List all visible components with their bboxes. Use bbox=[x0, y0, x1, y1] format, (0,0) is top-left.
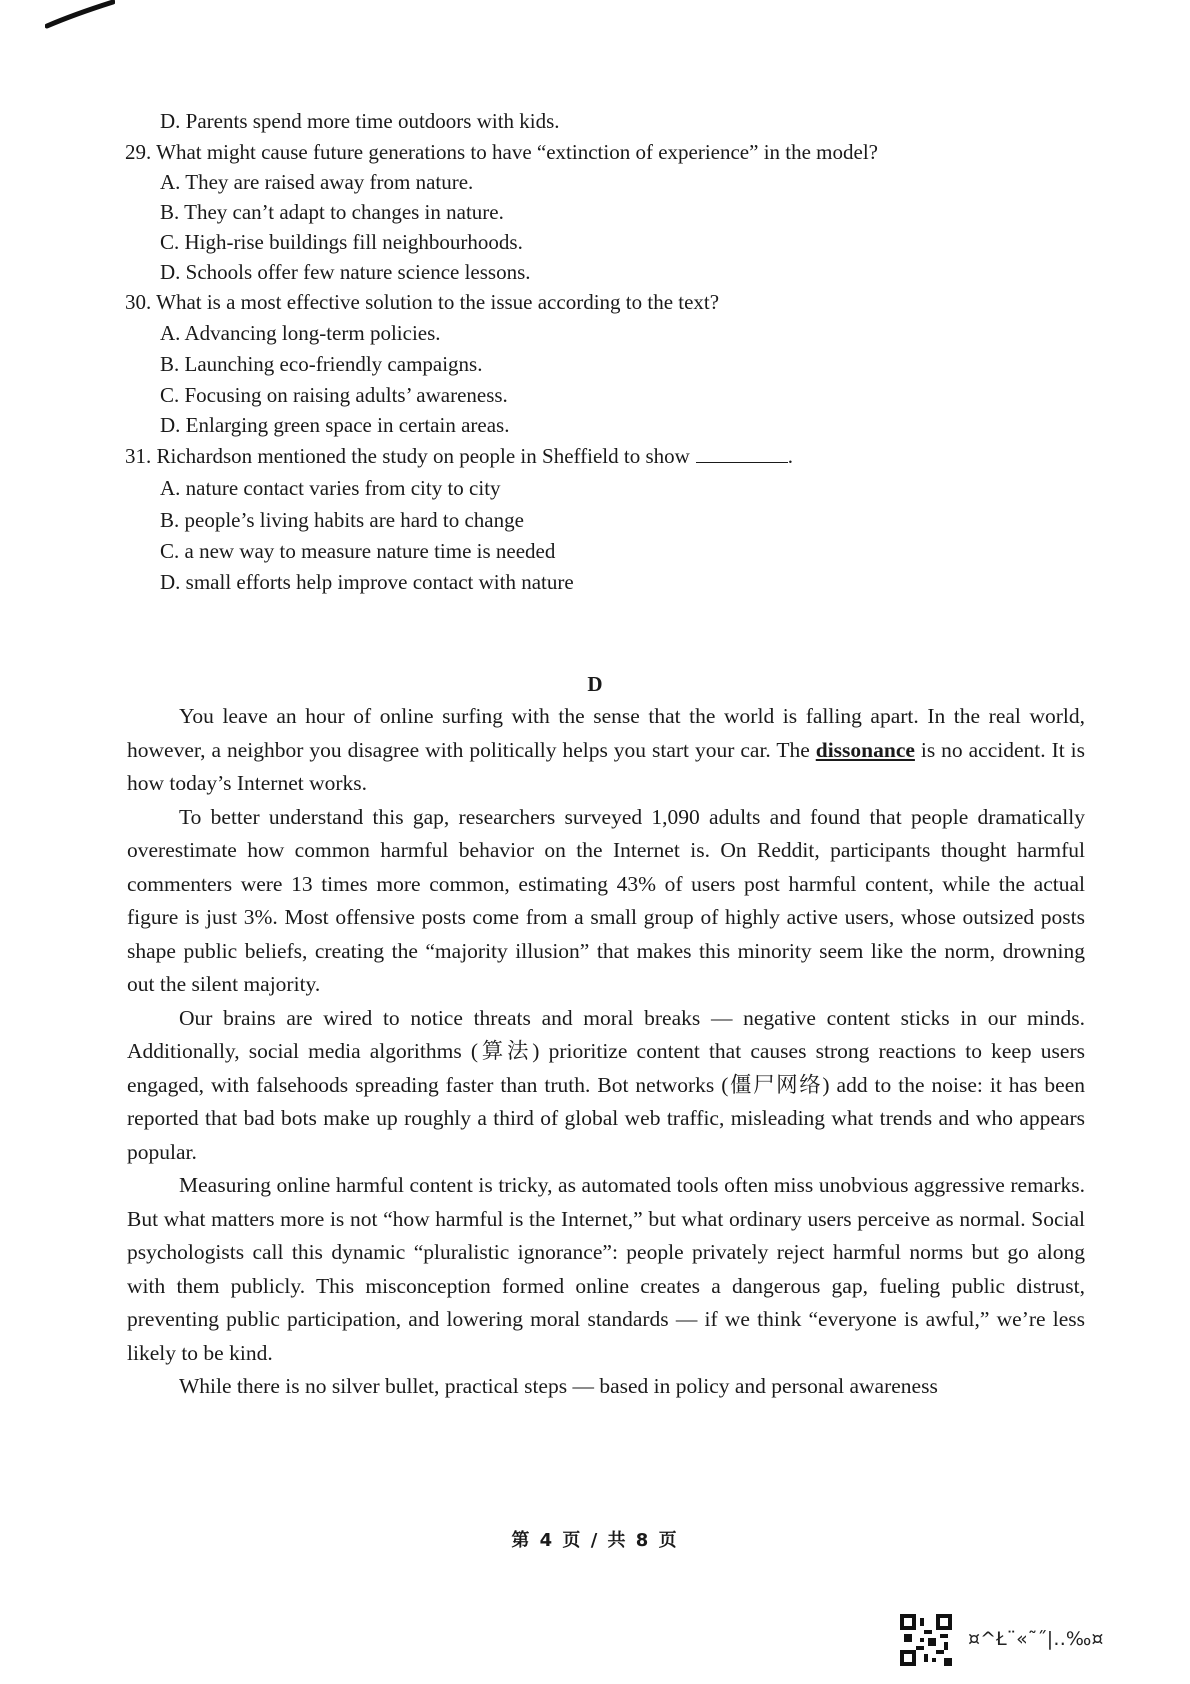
paragraph-1-text: You leave an hour of online surfing with the sense that the world is falling apart. In the real world, however, a neighbor you disagree with politically helps you start your car. The bbox=[127, 704, 1085, 762]
q31-stem-line bbox=[125, 443, 793, 469]
q28-option-d: D. Parents spend more time outdoors with kids. bbox=[160, 109, 560, 133]
corner-pen-mark bbox=[45, 0, 115, 30]
q30-option-a: A. Advancing long-term policies. bbox=[160, 321, 441, 345]
q29-option-d: D. Schools offer few nature science lessons. bbox=[160, 260, 531, 284]
q29-option-a: A. They are raised away from nature. bbox=[160, 170, 474, 194]
section-title: D bbox=[587, 672, 603, 696]
q30-stem: 30. What is a most effective solution to the issue according to the text? bbox=[125, 290, 720, 314]
q31-option-c: C. a new way to measure nature time is needed bbox=[160, 539, 556, 563]
paragraph-5: While there is no silver bullet, practical steps — based in policy and personal awareness bbox=[179, 1374, 938, 1398]
q31-option-a: A. nature contact varies from city to city bbox=[160, 476, 501, 500]
q31-option-d: D. small efforts help improve contact with nature bbox=[160, 570, 574, 594]
q29-option-b: B. They can’t adapt to changes in nature. bbox=[160, 200, 504, 224]
underlined-word: dissonance bbox=[815, 737, 915, 762]
qr-code-icon bbox=[900, 1614, 952, 1666]
q29-option-c: C. High-rise buildings fill neighbourhoods. bbox=[160, 230, 523, 254]
page-number: 第 4 页 / 共 8 页 bbox=[511, 1530, 679, 1551]
q30-option-b: B. Launching eco-friendly campaigns. bbox=[160, 352, 483, 376]
paragraph-2: To better understand this gap, researchers surveyed 1,090 adults and found that people dramatically overestimate how common harmful behavior on the Internet is. On Reddit, participants thought harmful commenters were 13 times more common, estimating 43% of users post harmful content, while the actual figure is just 3%. Most offensive posts come from a small group of highly active users, whose outsized posts shape public beliefs, creating the “majority illusion” that makes this minority seem like the norm, drowning out the silent majority. bbox=[127, 804, 1085, 996]
reading-passage bbox=[127, 700, 1085, 1404]
q30-option-c: C. Focusing on raising adults’ awareness. bbox=[160, 383, 508, 407]
q31-option-b: B. people’s living habits are hard to change bbox=[160, 508, 524, 532]
q30-option-d: D. Enlarging green space in certain areas. bbox=[160, 413, 510, 437]
paragraph-3: Our brains are wired to notice threats and moral breaks — negative content sticks in our minds. Additionally, social media algorithms (算法) prioritize content that causes strong reactions to keep users engaged, with falsehoods spreading faster than truth. Bot networks (僵尸网络) add to the noise: it has been reported that bad bots make up roughly a third of global web traffic, misleading what trends and who appears popular. bbox=[127, 1005, 1085, 1164]
paragraph-4: Measuring online harmful content is tricky, as automated tools often miss unobvious aggressive remarks. But what matters more is not “how harmful is the Internet,” but what ordinary users perceive as normal. Social psychologists call this dynamic “pluralistic ignorance”: people privately reject harmful norms but go along with them publicly. This misconception formed online creates a dangerous gap, fueling public distrust, preventing public participation, and lowering moral standards — if we think “everyone is awful,” we’re less likely to be kind. bbox=[127, 1173, 1085, 1365]
q29-stem: 29. What might cause future generations to have “extinction of experience” in the model? bbox=[125, 140, 878, 164]
q31-stem: 31. Richardson mentioned the study on people in Sheffield to show bbox=[125, 444, 690, 468]
paragraph-1-text-end: is no accident. It is how today’s Internet works. bbox=[127, 737, 1086, 795]
q31-stem-end: . bbox=[787, 444, 794, 468]
qr-caption: ¤^Ł¨«˜˝|‥‰¤ bbox=[968, 1628, 1104, 1650]
answer-blank bbox=[696, 444, 788, 463]
paragraph-1 bbox=[127, 700, 1085, 801]
